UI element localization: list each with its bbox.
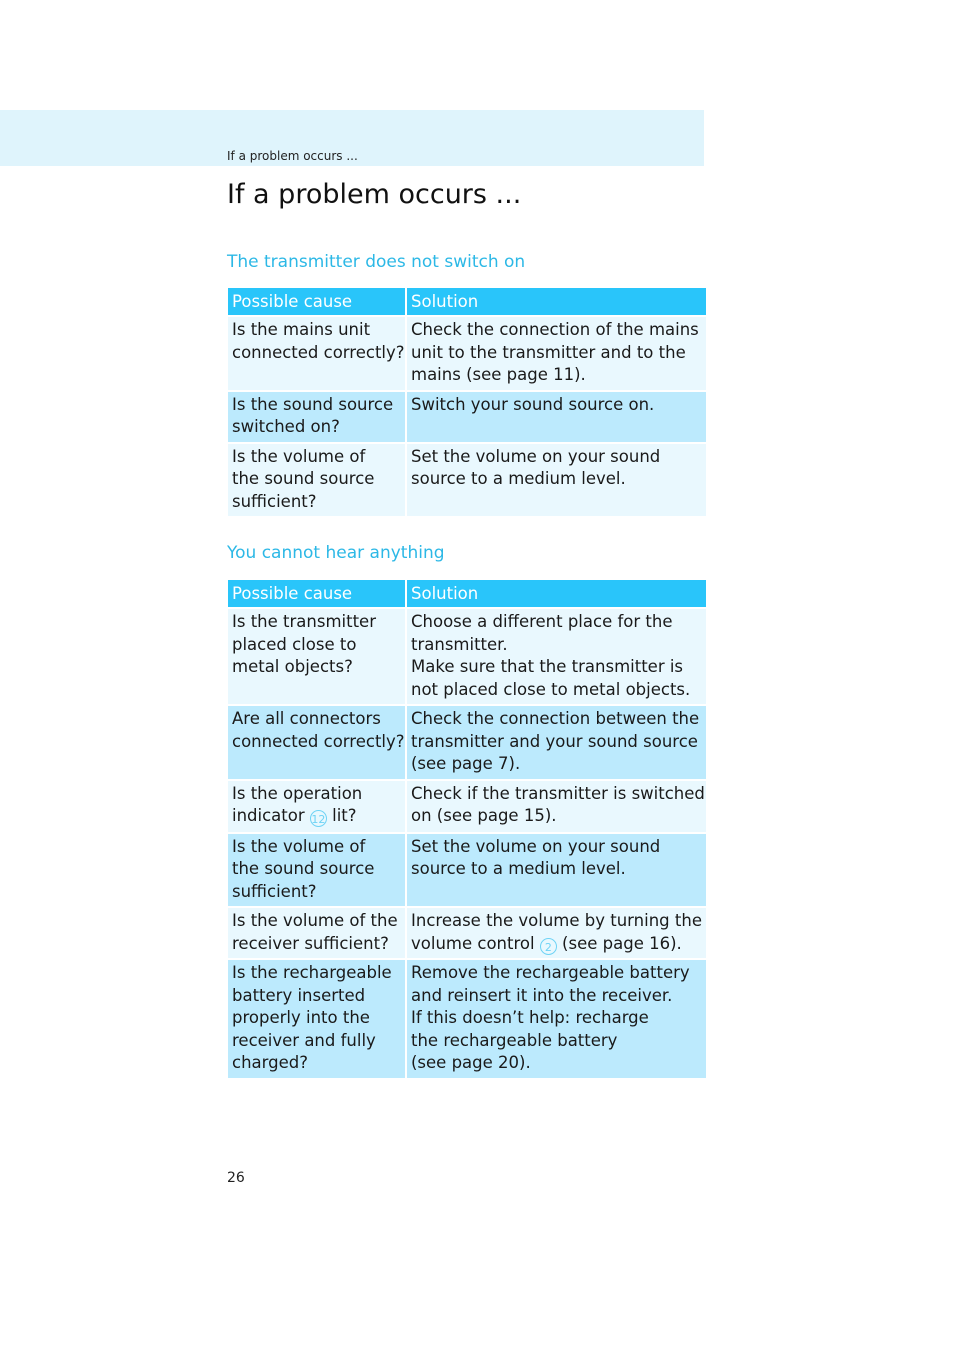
cause-text: Is the transmitter <box>232 612 376 631</box>
cause-text: the sound source <box>232 469 375 488</box>
cause-text: receiver sufficient? <box>232 933 389 953</box>
solution-cell <box>405 444 706 519</box>
cause-text: Is the volume of the <box>232 911 398 930</box>
cause-text: lit? <box>326 806 357 825</box>
solution-cell <box>405 960 706 1080</box>
cause-text: switched on? <box>232 417 340 436</box>
solution-text: source to a medium level. <box>411 859 626 878</box>
solution-text: source to a medium level. <box>411 469 626 488</box>
table-row <box>228 834 706 909</box>
solution-text: volume control <box>411 933 540 953</box>
cause-text-with-ref <box>232 805 401 828</box>
solution-text: transmitter and your sound source <box>411 731 698 751</box>
solution-text-with-ref <box>411 933 702 956</box>
cause-text: battery inserted <box>232 985 366 1005</box>
column-header-cause: Possible cause <box>228 580 405 609</box>
solution-text: (see page 7). <box>411 754 521 773</box>
solution-cell <box>405 317 706 392</box>
column-header-solution: Solution <box>405 580 706 609</box>
solution-text: Increase the volume by turning the <box>411 911 702 930</box>
cause-text: Are all connectors <box>232 709 381 728</box>
cause-text: charged? <box>232 1053 308 1072</box>
cause-cell <box>228 781 405 834</box>
cause-text: Is the sound source <box>232 394 394 414</box>
page-title: If a problem occurs ... <box>227 179 522 210</box>
troubleshooting-table-transmitter <box>228 288 706 518</box>
solution-text: (see page 16). <box>556 933 682 953</box>
cause-text: properly into the <box>232 1008 370 1027</box>
solution-text: Check the connection of the mains <box>411 320 699 339</box>
cause-cell <box>228 834 405 909</box>
cause-cell <box>228 609 405 706</box>
cause-text: Is the volume of <box>232 836 366 856</box>
cause-text: sufficient? <box>232 881 317 901</box>
section-heading-no-sound: You cannot hear anything <box>227 543 445 563</box>
solution-cell <box>405 609 706 706</box>
solution-text: Set the volume on your sound <box>411 836 661 856</box>
cause-text: placed close to <box>232 634 357 654</box>
solution-text: the rechargeable battery <box>411 1030 618 1050</box>
solution-text: on (see page 15). <box>411 806 557 825</box>
table-row <box>228 781 706 834</box>
solution-cell <box>405 834 706 909</box>
cause-cell <box>228 908 405 960</box>
cause-text: Is the volume of <box>232 446 366 466</box>
table-row <box>228 908 706 960</box>
operation-indicator-ref-icon: 12 <box>310 810 327 827</box>
solution-cell <box>405 392 706 444</box>
solution-text: and reinsert it into the receiver. <box>411 985 673 1005</box>
volume-control-ref-icon: 2 <box>540 938 557 955</box>
cause-text: the sound source <box>232 859 375 878</box>
cause-cell <box>228 444 405 519</box>
section-heading-transmitter: The transmitter does not switch on <box>227 252 526 272</box>
cause-text: sufficient? <box>232 491 317 511</box>
cause-cell <box>228 706 405 781</box>
solution-text: Remove the rechargeable battery <box>411 963 690 982</box>
table-row <box>228 706 706 781</box>
cause-cell <box>228 317 405 392</box>
solution-text: mains (see page 11). <box>411 365 586 384</box>
table-row <box>228 317 706 392</box>
table-row <box>228 444 706 519</box>
cause-text: connected correctly? <box>232 342 405 362</box>
solution-text: (see page 20). <box>411 1053 531 1072</box>
table-header-row <box>228 288 706 317</box>
cause-text: indicator <box>232 806 310 825</box>
table-row <box>228 392 706 444</box>
solution-text: not placed close to metal objects. <box>411 679 691 699</box>
cause-cell <box>228 392 405 444</box>
solution-text: unit to the transmitter and to the <box>411 342 686 362</box>
column-header-cause: Possible cause <box>228 288 405 317</box>
table-row <box>228 960 706 1080</box>
solution-text: Check if the transmitter is switched <box>411 783 705 803</box>
table-header-row <box>228 580 706 609</box>
solution-text: Check the connection between the <box>411 709 700 728</box>
solution-text: If this doesn’t help: recharge <box>411 1008 649 1027</box>
solution-text: Make sure that the transmitter is <box>411 657 684 676</box>
cause-text: Is the mains unit <box>232 320 371 339</box>
cause-cell <box>228 960 405 1080</box>
solution-cell <box>405 908 706 960</box>
solution-text: transmitter. <box>411 634 508 654</box>
solution-text: Set the volume on your sound <box>411 446 661 466</box>
cause-text: metal objects? <box>232 657 353 676</box>
troubleshooting-table-no-sound <box>228 580 706 1080</box>
running-head: If a problem occurs ... <box>227 149 358 163</box>
solution-cell <box>405 781 706 834</box>
column-header-solution: Solution <box>405 288 706 317</box>
cause-text: connected correctly? <box>232 731 405 751</box>
solution-cell <box>405 706 706 781</box>
cause-text: receiver and fully <box>232 1030 376 1050</box>
solution-text: Choose a different place for the <box>411 612 673 631</box>
cause-text: Is the operation <box>232 783 363 803</box>
page-number: 26 <box>227 1170 245 1186</box>
cause-text: Is the rechargeable <box>232 963 392 982</box>
table-row <box>228 609 706 706</box>
solution-text: Switch your sound source on. <box>411 394 655 414</box>
